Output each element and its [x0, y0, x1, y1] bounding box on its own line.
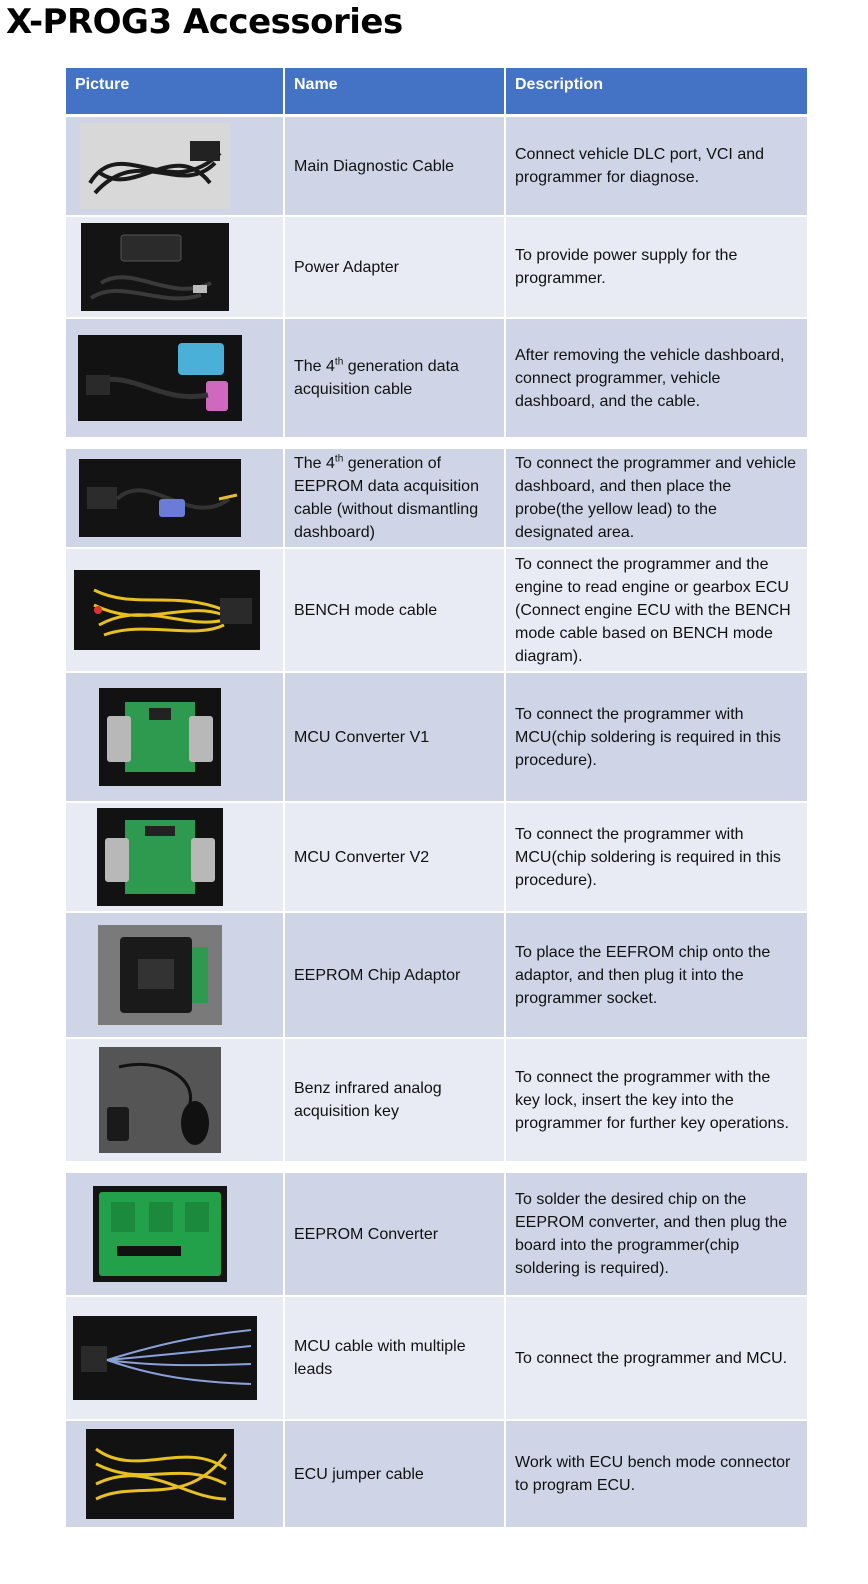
picture-cell — [66, 549, 285, 673]
table-row — [66, 673, 807, 803]
eeprom-chip-adaptor-photo — [98, 925, 222, 1025]
accessories-table — [66, 68, 807, 1529]
picture-cell — [66, 319, 285, 439]
power-adapter-photo — [81, 223, 229, 311]
bench-mode-cable-photo — [74, 570, 260, 650]
picture-cell — [66, 673, 285, 803]
picture-cell — [66, 1297, 285, 1421]
picture-cell — [66, 803, 285, 913]
table-header-row — [66, 68, 807, 117]
name-cell: The 4th generation of EEPROM data acquisition cable (without dismantling dashboard) — [285, 439, 506, 549]
column-header-picture: Picture — [66, 68, 285, 117]
picture-cell — [66, 913, 285, 1039]
description-cell: Work with ECU bench mode connector to program ECU. — [506, 1421, 807, 1529]
picture-cell — [66, 1163, 285, 1297]
column-header-description: Description — [506, 68, 807, 117]
name-cell: MCU cable with multiple leads — [285, 1297, 506, 1421]
name-cell: Main Diagnostic Cable — [285, 117, 506, 217]
table-row — [66, 1297, 807, 1421]
column-header-name: Name — [285, 68, 506, 117]
picture-cell — [66, 1039, 285, 1163]
picture-cell — [66, 217, 285, 319]
main-diagnostic-cable-photo — [80, 123, 230, 209]
name-cell: EEPROM Converter — [285, 1163, 506, 1297]
table-row — [66, 549, 807, 673]
description-cell: To connect the programmer and the engine to read engine or gearbox ECU (Connect engine ECU with the BENCH mode cable based on BENCH mode diagram). — [506, 549, 807, 673]
table-row — [66, 217, 807, 319]
picture-cell — [66, 1421, 285, 1529]
page-title: X-PROG3 Accessories — [6, 2, 403, 42]
table-row — [66, 117, 807, 217]
mcu-cable-multiple-leads-photo — [73, 1316, 257, 1400]
name-cell: MCU Converter V1 — [285, 673, 506, 803]
table-row — [66, 319, 807, 439]
name-cell: BENCH mode cable — [285, 549, 506, 673]
mcu-converter-v1-photo — [99, 688, 221, 786]
eeprom-converter-photo — [93, 1186, 227, 1282]
table-row — [66, 1039, 807, 1163]
name-cell: ECU jumper cable — [285, 1421, 506, 1529]
description-cell: To connect the programmer and vehicle dashboard, and then place the probe(the yellow lead) to the designated area. — [506, 439, 807, 549]
name-cell: Power Adapter — [285, 217, 506, 319]
description-cell: To connect the programmer and MCU. — [506, 1297, 807, 1421]
mcu-converter-v2-photo — [97, 808, 223, 906]
picture-cell — [66, 117, 285, 217]
table-row — [66, 803, 807, 913]
name-cell: EEPROM Chip Adaptor — [285, 913, 506, 1039]
name-cell: MCU Converter V2 — [285, 803, 506, 913]
table-row — [66, 439, 807, 549]
description-cell: To connect the programmer with MCU(chip soldering is required in this procedure). — [506, 673, 807, 803]
table-row — [66, 1421, 807, 1529]
benz-infrared-key-photo — [99, 1047, 221, 1153]
description-cell: To provide power supply for the programmer. — [506, 217, 807, 319]
name-cell: Benz infrared analog acquisition key — [285, 1039, 506, 1163]
description-cell: To connect the programmer with the key lock, insert the key into the programmer for further key operations. — [506, 1039, 807, 1163]
data-acquisition-cable-photo — [78, 335, 242, 421]
description-cell: To solder the desired chip on the EEPROM converter, and then plug the board into the programmer(chip soldering is required). — [506, 1163, 807, 1297]
name-cell: The 4th generation data acquisition cable — [285, 319, 506, 439]
description-cell: To connect the programmer with MCU(chip soldering is required in this procedure). — [506, 803, 807, 913]
table-row — [66, 913, 807, 1039]
description-cell: After removing the vehicle dashboard, connect programmer, vehicle dashboard, and the cable. — [506, 319, 807, 439]
description-cell: Connect vehicle DLC port, VCI and programmer for diagnose. — [506, 117, 807, 217]
picture-cell — [66, 439, 285, 549]
ecu-jumper-cable-photo — [86, 1429, 234, 1519]
eeprom-acquisition-cable-photo — [79, 459, 241, 537]
description-cell: To place the EEFROM chip onto the adaptor, and then plug it into the programmer socket. — [506, 913, 807, 1039]
table-row — [66, 1163, 807, 1297]
